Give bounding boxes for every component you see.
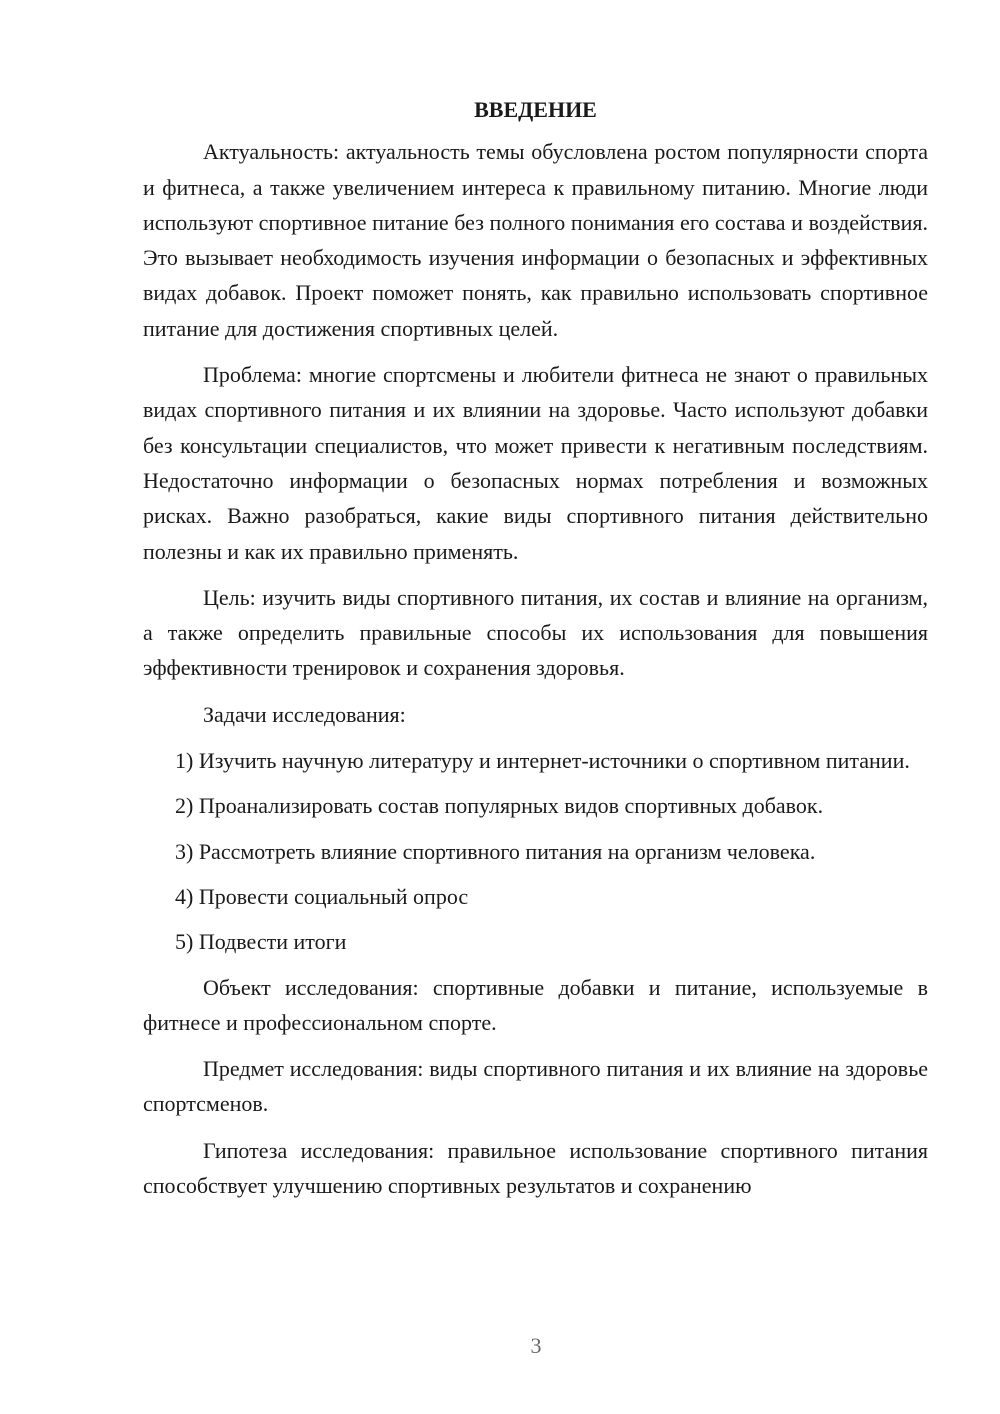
document-page xyxy=(143,92,928,1211)
task-item-3: 3) Рассмотреть влияние спортивного питания на организм человека. xyxy=(175,838,816,864)
tasks-title: Задачи исследования: xyxy=(203,701,406,727)
relevance-paragraph: Актуальность: актуальность темы обусловлена ростом популярности спорта и фитнеса, а также увеличением интереса к правильному питанию. Многие люди используют спортивное питание без полного понимания его состава и воздействия. Это вызывает необходимость изучения информации о безопасных и эффективных видах добавок. Проект поможет понять, как правильно использовать спортивное питание для достижения спортивных целей. xyxy=(143,139,928,341)
task-item-1: 1) Изучить научную литературу и интернет-источники о спортивном питании. xyxy=(175,748,910,774)
task-item-2: 2) Проанализировать состав популярных видов спортивных добавок. xyxy=(175,793,824,819)
hypothesis-paragraph: Гипотеза исследования: правильное использование спортивного питания способствует улучшению спортивных результатов и сохранению xyxy=(143,1137,928,1199)
subject-paragraph: Предмет исследования: виды спортивного питания и их влияние на здоровье спортсменов. xyxy=(143,1056,928,1117)
task-item-5: 5) Подвести итоги xyxy=(175,929,347,955)
section-heading: ВВЕДЕНИЕ xyxy=(474,97,597,122)
object-paragraph: Объект исследования: спортивные добавки и питание, используемые в фитнесе и профессиональном спорте. xyxy=(143,974,928,1035)
page-number: 3 xyxy=(530,1333,542,1358)
task-item-4: 4) Провести социальный опрос xyxy=(175,883,469,909)
problem-paragraph: Проблема: многие спортсмены и любители фитнеса не знают о правильных видах спортивного питания и их влиянии на здоровье. Часто используют добавки без консультации специалистов, что может привести к негативным последствиям. Недостаточно информации о безопасных нормах потребления и возможных рисках. Важно разобраться, какие виды спортивного питания действительно полезны и как их правильно применять. xyxy=(143,362,928,564)
goal-paragraph: Цель: изучить виды спортивного питания, их состав и влияние на организм, а также определить правильные способы их использования для повышения эффективности тренировок и сохранения здоровья. xyxy=(143,584,928,681)
